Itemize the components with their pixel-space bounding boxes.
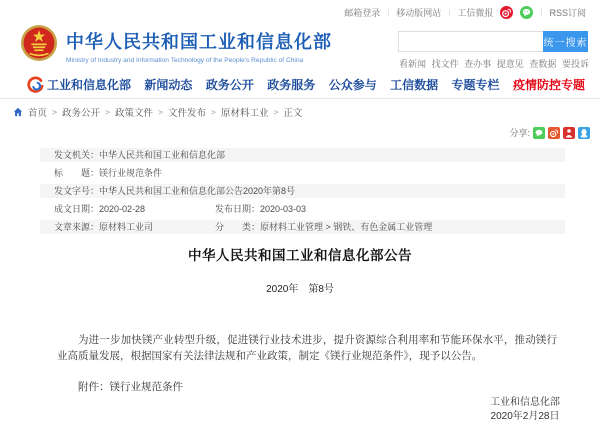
meta-label: 分 类： [215,222,261,232]
nav-item-epidemic-topic[interactable]: 疫情防控专题 [512,77,585,92]
nav-item-public-participation[interactable]: 公众参与 [328,77,377,92]
nav-item-data[interactable]: 工信数据 [390,77,439,92]
meta-value: 2020-02-28 [99,204,146,214]
article-title: 中华人民共和国工业和信息化部公告 [188,248,412,263]
mail-login-link[interactable]: 邮箱登录 [344,7,381,18]
meta-label: 发文字号： [54,186,100,196]
article-body: 为进一步加快镁产业转型升级，促进镁行业技术进步，提升资源综合利用率和节能环保水平，推动镁行业高质量发展，根据国家有关法律法规和产业政策，制定《镁行业规范条件》，现予以公告。 [57,334,557,362]
meta-label: 文章来源： [54,222,100,232]
wechat-icon[interactable] [520,6,533,19]
rss-link[interactable]: RSS订阅 [549,7,586,18]
meta-category [215,220,432,234]
breadcrumb-policy-documents[interactable]: 政策文件 [114,108,153,119]
mobile-site-link[interactable]: 移动版网站 [396,7,442,18]
nav-item-miit[interactable]: 工业和信息化部 [47,77,132,92]
weibo-share-icon[interactable] [548,127,560,139]
quick-link-complaint[interactable]: 要投诉 [561,59,589,69]
quick-links [399,57,589,70]
meta-value: 镁行业规范条件 [99,168,163,178]
breadcrumb-separator: > [105,107,110,117]
breadcrumb-raw-materials[interactable]: 原材料工业 [220,108,269,119]
share-label: 分享: [509,128,530,138]
gongxin-weibo-link[interactable]: 工信微报 [457,7,494,18]
signature-organization: 工业和信息化部 [490,397,560,408]
top-utility-bar [0,0,600,24]
meta-row-document-number [40,184,565,198]
meta-label: 成文日期： [54,204,100,214]
meta-row-title [40,166,565,180]
meta-value: 中华人民共和国工业和信息化部公告2020年第8号 [99,186,296,196]
meta-value: 中华人民共和国工业和信息化部 [99,150,226,160]
quick-link-suggestions[interactable]: 提意见 [496,59,524,69]
meta-label: 发布日期： [215,204,261,214]
quick-link-documents[interactable]: 找文件 [431,59,459,69]
meta-row-dates [40,202,565,216]
divider: | [540,7,543,17]
main-nav [0,70,600,99]
meta-value: 原材料工业司 [99,222,154,232]
quick-link-news[interactable]: 看新闻 [399,59,427,69]
nav-item-news[interactable]: 新闻动态 [144,77,193,92]
site-title: 中华人民共和国工业和信息化部 [66,32,332,52]
breadcrumb-separator: > [157,107,163,117]
article-attachment[interactable]: 附件：镁行业规范条件 [78,381,183,393]
meta-publish-date [215,202,306,216]
divider: | [448,7,451,17]
document-meta-table [40,148,565,238]
miit-logo-icon[interactable] [27,76,44,93]
weibo-icon[interactable] [500,6,513,19]
nav-item-special-topics[interactable]: 专题专栏 [451,77,500,92]
meta-row-source-category [40,220,565,234]
nav-item-gov-services[interactable]: 政务服务 [267,77,316,92]
breadcrumb-separator: > [210,107,216,117]
breadcrumb-home[interactable]: 首页 [28,108,48,119]
breadcrumb-current: 正文 [283,108,303,119]
signature-date: 2020年2月28日 [490,411,560,422]
meta-value: 2020-03-03 [260,204,307,214]
share-row [509,126,590,139]
meta-row-issuing-agency [40,148,565,162]
search-input[interactable] [398,31,543,52]
home-icon[interactable] [13,107,23,117]
quick-link-data[interactable]: 查数据 [529,59,557,69]
divider: | [387,7,390,17]
national-emblem[interactable] [20,24,58,62]
renren-share-icon[interactable] [563,127,575,139]
wechat-share-icon[interactable] [533,127,545,139]
breadcrumb-document-release[interactable]: 文件发布 [167,108,206,119]
meta-signed-date [54,202,215,216]
article-issue-number: 2020年 第8号 [266,284,334,295]
breadcrumb [13,105,302,119]
breadcrumb-separator: > [52,107,57,117]
quick-link-services[interactable]: 查办事 [464,59,492,69]
meta-label: 发文机关： [54,150,100,160]
breadcrumb-separator: > [273,107,279,117]
qq-share-icon[interactable] [578,127,590,139]
article-signature [490,396,560,424]
search-bar [398,31,588,52]
nav-item-gov-disclosure[interactable]: 政务公开 [205,77,254,92]
meta-label: 标 题： [54,168,100,178]
site-subtitle-en: Ministry of Industry and Information Technology of the People's Republic of China [66,57,304,64]
nav-items [47,70,585,98]
meta-value: 原材料工业管理 > 钢铁、有色金属工业管理 [260,222,433,232]
site-title-block[interactable] [66,28,332,64]
meta-source [54,220,215,234]
breadcrumb-gov-disclosure[interactable]: 政务公开 [61,108,100,119]
unified-search-button[interactable]: 统一搜索 [543,31,588,52]
